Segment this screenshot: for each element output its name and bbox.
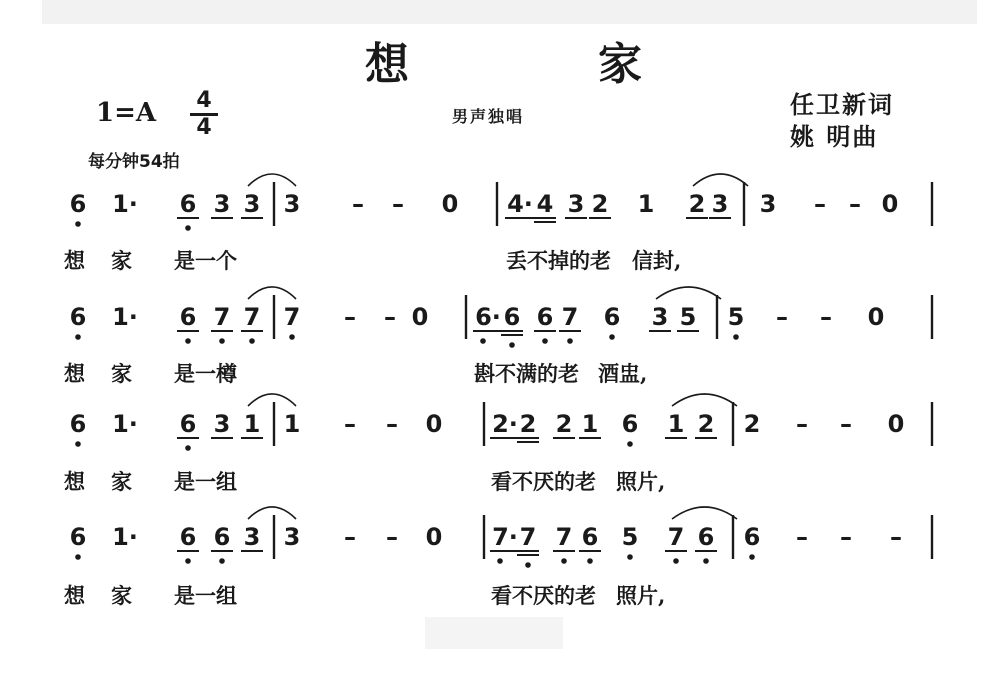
note-1-9: 0: [411, 303, 429, 331]
note-1-8: –: [384, 303, 396, 331]
note-3-20: –: [796, 523, 808, 551]
note-0-21: –: [849, 190, 861, 218]
note-0-9: 0: [441, 190, 459, 218]
note-0-17: 3: [711, 190, 729, 218]
note-0-15: 1: [637, 190, 655, 218]
note-3-21: –: [840, 523, 852, 551]
octave-dot: [542, 338, 548, 344]
octave-dot: [185, 338, 191, 344]
octave-dot: [561, 558, 567, 564]
composer-credit: 姚 明曲: [790, 122, 879, 151]
note-2-6: 1: [283, 410, 301, 438]
lyric-2-3: 看不厌的老: [491, 469, 596, 494]
note-3-3: 6: [213, 523, 231, 551]
note-1-2: 6: [179, 303, 197, 331]
octave-dot: [185, 558, 191, 564]
note-2-22: 0: [887, 410, 905, 438]
note-3-17: 6: [697, 523, 715, 551]
tie-arc: [672, 507, 737, 519]
note-1-3: 7: [213, 303, 231, 331]
octave-dot: [627, 554, 633, 560]
lyric-0-4: 信封,: [632, 248, 682, 273]
note-1-12: 6: [503, 303, 521, 331]
note-0-2: 6: [179, 190, 197, 218]
note-2-7: –: [344, 410, 356, 438]
note-3-8: –: [386, 523, 398, 551]
note-0-16: 2: [688, 190, 706, 218]
note-1-16: 3: [651, 303, 669, 331]
note-1-7: –: [344, 303, 356, 331]
note-3-4: 3: [243, 523, 261, 551]
lyricist-credit: 任卫新词: [790, 90, 894, 119]
note-3-7: –: [344, 523, 356, 551]
note-1-20: –: [776, 303, 788, 331]
note-2-19: 2: [743, 410, 761, 438]
note-0-13: 3: [567, 190, 585, 218]
octave-dot: [75, 441, 81, 447]
octave-dot: [249, 338, 255, 344]
time-signature-top: 4: [196, 88, 212, 113]
octave-dot: [75, 554, 81, 560]
note-2-20: –: [796, 410, 808, 438]
octave-dot: [733, 334, 739, 340]
note-0-0: 6: [69, 190, 87, 218]
note-3-0: 6: [69, 523, 87, 551]
note-2-14: 1: [581, 410, 599, 438]
octave-dot: [749, 554, 755, 560]
lyric-2-1: 家: [111, 469, 132, 494]
octave-dot: [703, 558, 709, 564]
note-0-8: –: [392, 190, 404, 218]
lyric-0-3: 丢不掉的老: [506, 248, 611, 273]
note-1-11: 6·: [475, 303, 501, 331]
tempo-marking: 每分钟54拍: [88, 152, 180, 172]
octave-dot: [567, 338, 573, 344]
note-0-11: 4·: [507, 190, 533, 218]
note-1-14: 7: [561, 303, 579, 331]
note-1-0: 6: [69, 303, 87, 331]
note-2-9: 0: [425, 410, 443, 438]
note-3-11: 7·: [492, 523, 518, 551]
octave-dot: [219, 338, 225, 344]
note-3-19: 6: [743, 523, 761, 551]
octave-dot: [587, 558, 593, 564]
note-3-16: 7: [667, 523, 685, 551]
note-1-17: 5: [679, 303, 697, 331]
note-1-13: 6: [536, 303, 554, 331]
note-1-19: 5: [727, 303, 745, 331]
bottom-scan-patch: [425, 617, 563, 649]
time-signature-bottom: 4: [196, 115, 212, 140]
key-signature: 1=A: [96, 98, 157, 128]
note-0-1: 1·: [112, 190, 138, 218]
note-1-6: 7: [283, 303, 301, 331]
lyric-0-0: 想: [64, 248, 85, 273]
tie-arc: [248, 174, 296, 186]
octave-dot: [480, 338, 486, 344]
octave-dot: [673, 558, 679, 564]
lyric-2-4: 照片,: [616, 469, 666, 494]
note-2-0: 6: [69, 410, 87, 438]
tie-arc: [656, 287, 721, 299]
octave-dot: [497, 558, 503, 564]
note-3-6: 3: [283, 523, 301, 551]
octave-dot: [525, 562, 531, 568]
lyric-1-0: 想: [64, 361, 85, 386]
note-3-1: 1·: [112, 523, 138, 551]
song-title-char-1: 想: [365, 39, 411, 90]
note-0-7: –: [352, 190, 364, 218]
lyric-0-2: 是一个: [174, 248, 237, 273]
note-3-9: 0: [425, 523, 443, 551]
octave-dot: [75, 221, 81, 227]
performance-note: 男声独唱: [452, 107, 525, 126]
tie-arc: [248, 287, 296, 299]
tie-arc: [248, 394, 296, 406]
lyric-0-1: 家: [111, 248, 132, 273]
note-2-17: 2: [697, 410, 715, 438]
note-3-2: 6: [179, 523, 197, 551]
note-0-3: 3: [213, 190, 231, 218]
lyric-3-4: 照片,: [616, 583, 666, 608]
note-2-4: 1: [243, 410, 261, 438]
octave-dot: [185, 225, 191, 231]
note-3-12: 7: [519, 523, 537, 551]
tie-arc: [693, 174, 748, 186]
note-3-13: 7: [555, 523, 573, 551]
note-0-20: –: [814, 190, 826, 218]
lyric-1-2: 是一樽: [174, 361, 237, 386]
note-0-19: 3: [759, 190, 777, 218]
tie-arc: [248, 507, 296, 519]
lyric-3-1: 家: [111, 583, 132, 608]
octave-dot: [219, 558, 225, 564]
lyric-3-3: 看不厌的老: [491, 583, 596, 608]
octave-dot: [185, 445, 191, 451]
note-1-4: 7: [243, 303, 261, 331]
lyric-3-2: 是一组: [174, 583, 237, 608]
note-2-8: –: [386, 410, 398, 438]
note-2-2: 6: [179, 410, 197, 438]
note-2-16: 1: [667, 410, 685, 438]
note-2-12: 2: [519, 410, 537, 438]
note-3-22: –: [890, 523, 902, 551]
note-0-14: 2: [591, 190, 609, 218]
note-2-11: 2·: [492, 410, 518, 438]
note-0-22: 0: [881, 190, 899, 218]
note-2-3: 3: [213, 410, 231, 438]
note-1-21: –: [820, 303, 832, 331]
note-0-4: 3: [243, 190, 261, 218]
octave-dot: [609, 334, 615, 340]
note-3-14: 6: [581, 523, 599, 551]
lyric-1-1: 家: [111, 361, 132, 386]
note-2-13: 2: [555, 410, 573, 438]
octave-dot: [627, 441, 633, 447]
lyric-1-3: 斟不满的老: [474, 361, 579, 386]
lyric-1-4: 酒盅,: [598, 361, 648, 386]
song-title-char-2: 家: [598, 39, 644, 90]
note-1-22: 0: [867, 303, 885, 331]
note-0-12: 4: [536, 190, 554, 218]
octave-dot: [289, 334, 295, 340]
tie-arc: [672, 394, 737, 406]
note-1-15: 6: [603, 303, 621, 331]
note-0-6: 3: [283, 190, 301, 218]
note-3-15: 5: [621, 523, 639, 551]
note-2-21: –: [840, 410, 852, 438]
note-2-15: 6: [621, 410, 639, 438]
octave-dot: [509, 342, 515, 348]
lyric-2-0: 想: [64, 469, 85, 494]
note-1-1: 1·: [112, 303, 138, 331]
note-2-1: 1·: [112, 410, 138, 438]
octave-dot: [75, 334, 81, 340]
lyric-2-2: 是一组: [174, 469, 237, 494]
lyric-3-0: 想: [64, 583, 85, 608]
